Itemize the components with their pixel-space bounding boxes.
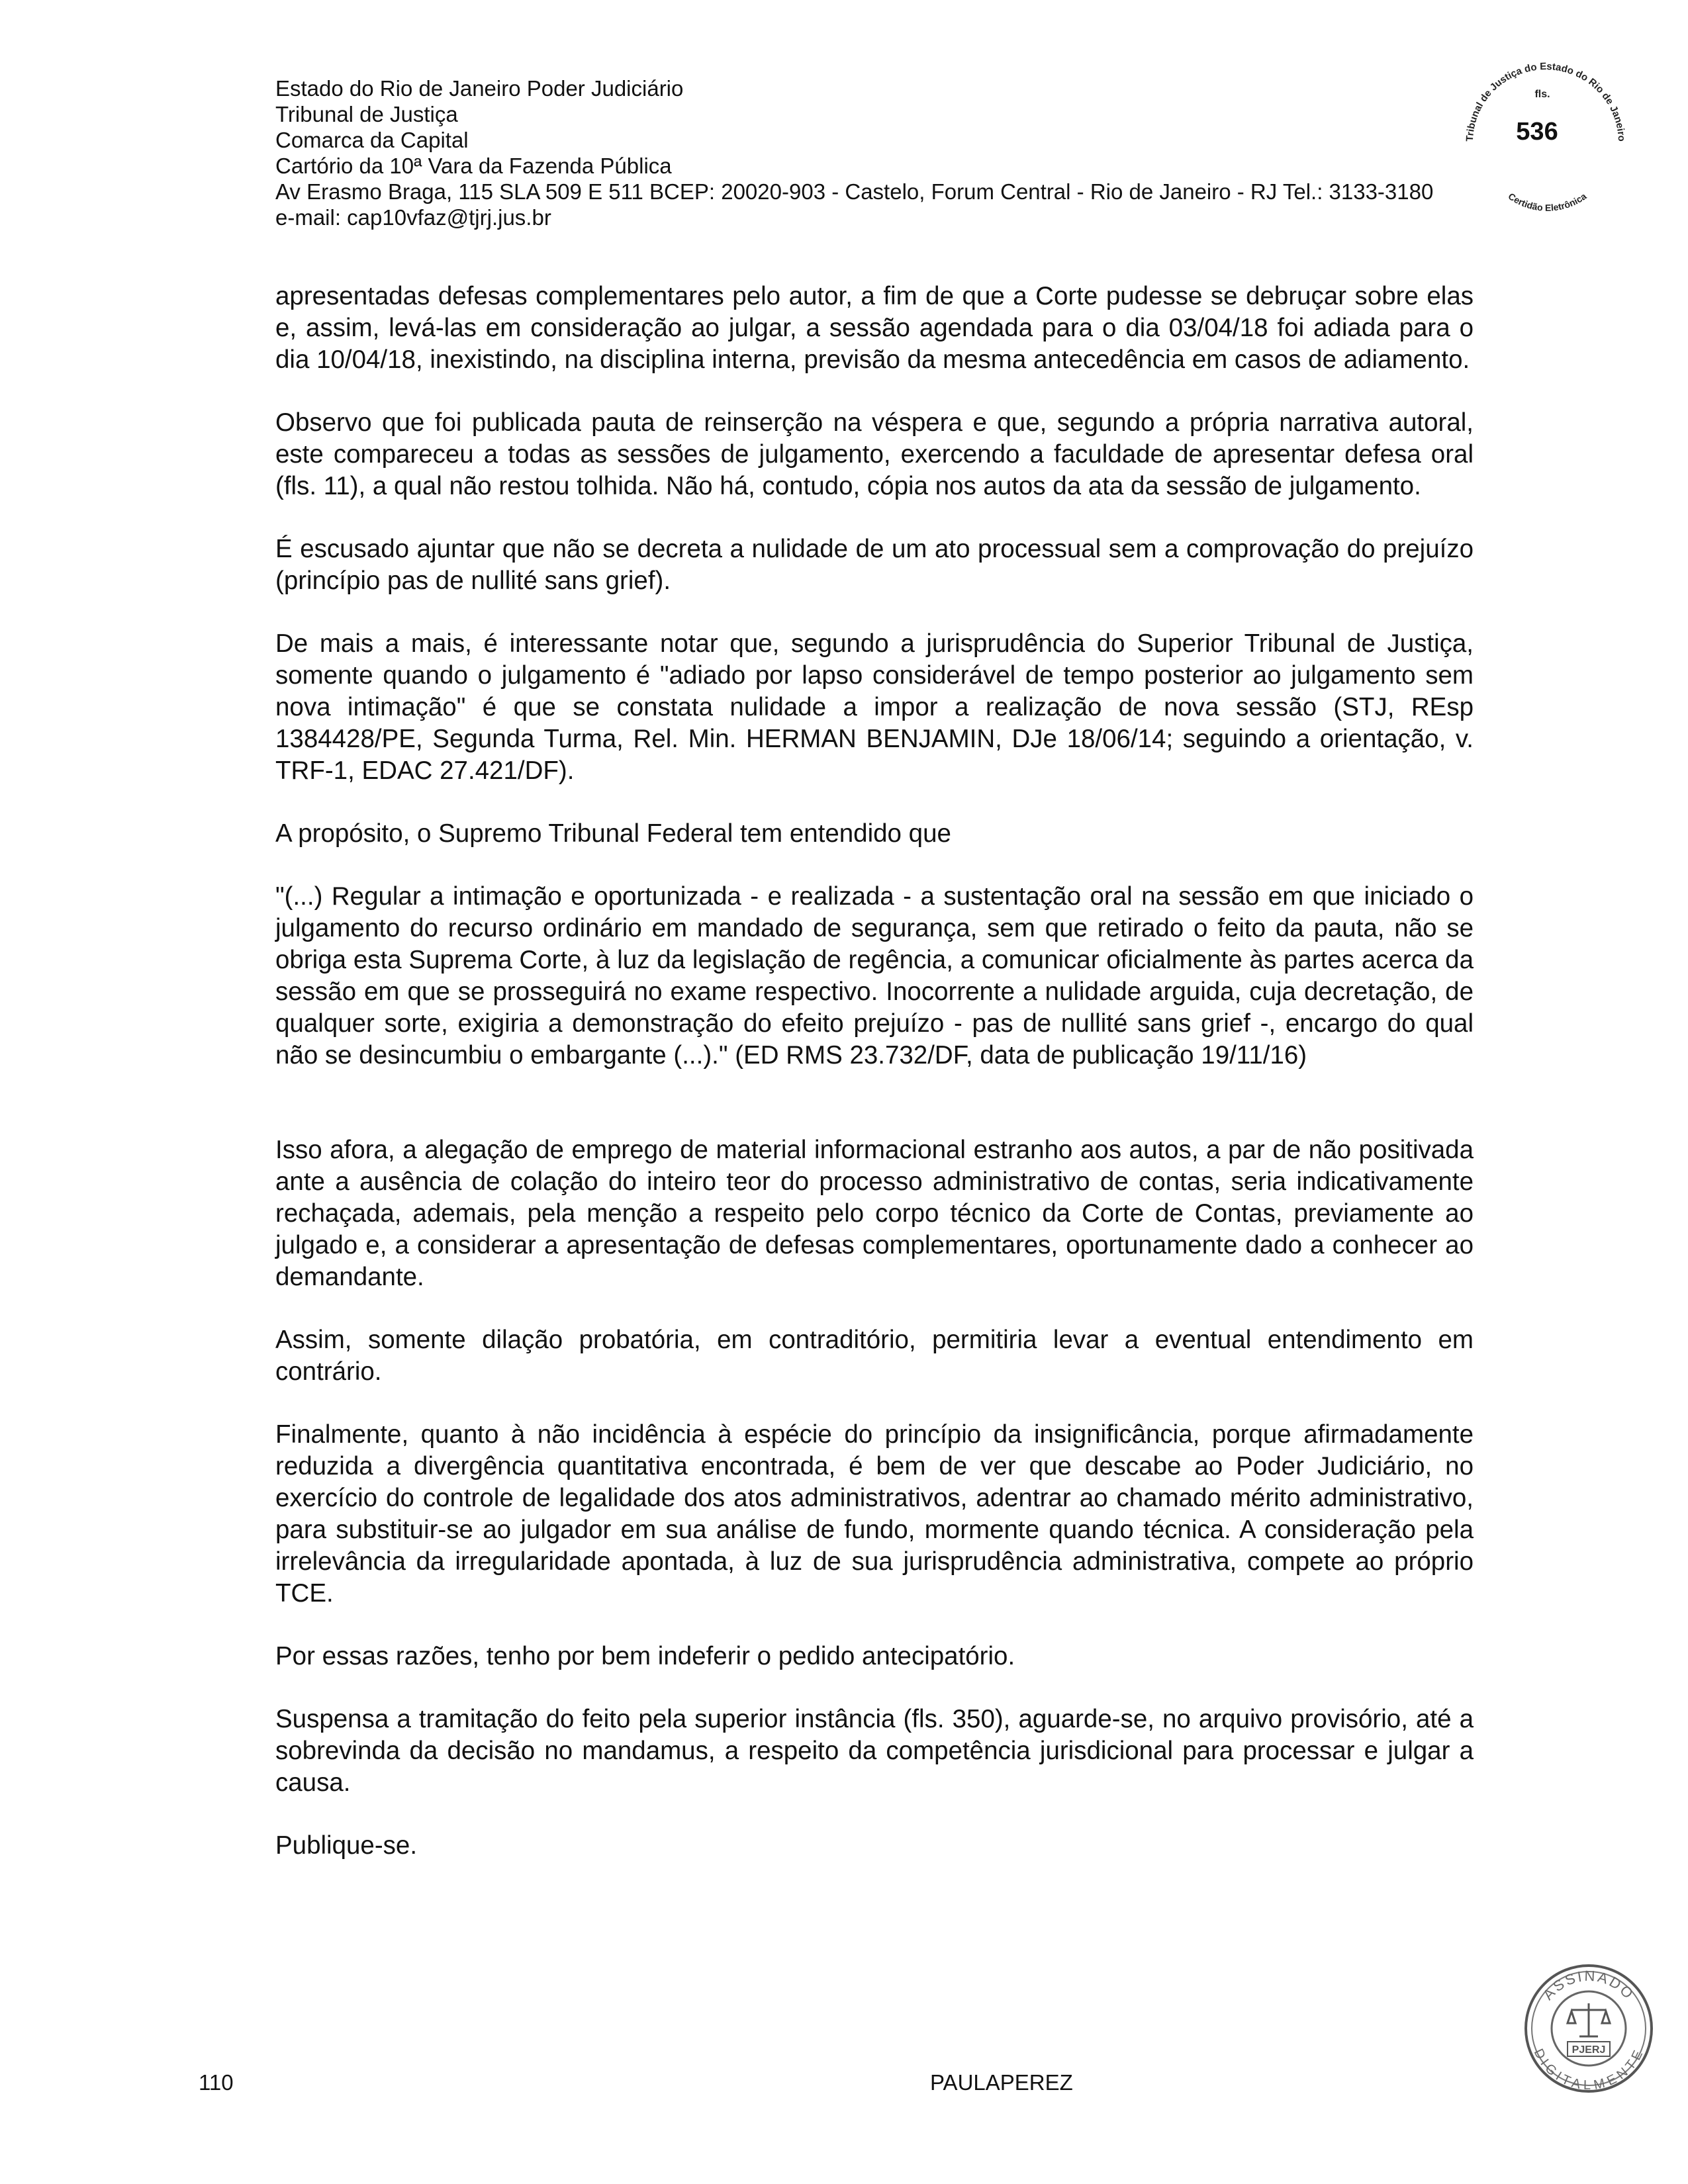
stamp-arc-bottom-text: DIGITALMENTE [1530, 2046, 1647, 2093]
svg-text:Certidão Eletrônica [1507, 191, 1589, 213]
body-paragraph: Finalmente, quanto à não incidência à espécie do princípio da insignificância, porque afirmadamente reduzida a divergência quantitativa encontrada, é bem de ver que descabe ao Poder Judiciário, no exercício do controle de legalidade dos atos administrativos, adentrar ao chamado mérito administrativo, para substituir-se ao julgador em sua análise de fundo, mormente quando técnica. A consideração pela irrelevância da irregularidade apontada, à luz de sua jurisprudência administrativa, compete ao próprio TCE. [275, 1420, 1474, 1608]
body-paragraph: A propósito, o Supremo Tribunal Federal tem entendido que [275, 819, 951, 848]
header-line-state: Estado do Rio de Janeiro Poder Judiciário [275, 76, 684, 101]
footer-page-code: 110 [199, 2070, 234, 2095]
stamp-graphic [1523, 1962, 1655, 2095]
body-paragraph: Suspensa a tramitação do feito pela superior instância (fls. 350), aguarde-se, no arquivo provisório, até a sobrevinda da decisão no mandamus, a respeito da competência jurisdicional para processar e julgar a causa. [275, 1705, 1474, 1797]
quoted-precedent: "(...) Regular a intimação e oportunizada - e realizada - a sustentação oral na sessão em que iniciado o julgamento do recurso ordinário em mandado de segurança, sem que retirado o feito da pauta, não se obriga esta Suprema Corte, à luz da legislação de regência, a comunicar oficialmente às partes acerca da sessão em que se prosseguirá no exame respectivo. Inocorrente a nulidade arguida, cuja decretação, de qualquer sorte, exigiria a demonstração do efeito prejuízo - pas de nullité sans grief -, encargo do qual não se desincumbiu o embargante (...)." (ED RMS 23.732/DF, data de publicação 19/11/16) [275, 882, 1474, 1069]
stamp-arc-top-text: ASSINADO [1539, 1967, 1638, 2003]
closing-line: Publique-se. [275, 1831, 418, 1860]
body-paragraph: apresentadas defesas complementares pelo autor, a fim de que a Corte pudesse se debruçar sobre elas e, assim, levá-las em consideração ao julgar, a sessão agendada para o dia 03/04/18 foi adiada para o dia 10/04/18, inexistindo, na disciplina interna, previsão da mesma antecedência em casos de adiamento. [275, 282, 1474, 374]
seal-arc-top-text: Tribunal de Justiça do Estado do Rio de Janeiro [1464, 60, 1628, 142]
header-line-district: Comarca da Capital [275, 128, 469, 152]
seal-fls-label: fls. [1534, 89, 1550, 100]
seal-graphic [1443, 33, 1642, 232]
body-paragraph: De mais a mais, é interessante notar que, segundo a jurisprudência do Superior Tribunal de Justiça, somente quando o julgamento é "adiado por lapso considerável de tempo posterior ao julgamento sem nova intimação" é que se constata nulidade a impor a realização de nova sessão (STJ, REsp 1384428/PE, Segunda Turma, Rel. Min. HERMAN BENJAMIN, DJe 18/06/14; seguindo a orientação, v. TRF-1, EDAC 27.421/DF). [275, 629, 1474, 785]
header-line-court: Tribunal de Justiça [275, 102, 458, 126]
stamp-emblem-text: PJERJ [1571, 2044, 1606, 2056]
body-paragraph: Observo que foi publicada pauta de reinserção na véspera e que, segundo a própria narrativa autoral, este compareceu a todas as sessões de julgamento, exercendo a faculdade de apresentar defesa oral (fls. 11), a qual não restou tolhida. Não há, contudo, cópia nos autos da ata da sessão de julgamento. [275, 408, 1474, 500]
body-paragraph: É escusado ajuntar que não se decreta a nulidade de um ato processual sem a comprovação do prejuízo (princípio pas de nullité sans grief). [275, 535, 1474, 595]
decision-paragraph: Por essas razões, tenho por bem indeferir o pedido antecipatório. [275, 1642, 1015, 1670]
body-paragraph: Assim, somente dilação probatória, em contraditório, permitiria levar a eventual entendimento em contrário. [275, 1326, 1474, 1386]
seal-page-number: 536 [1516, 118, 1558, 146]
header-line-email: e-mail: cap10vfaz@tjrj.jus.br [275, 205, 551, 230]
digital-signature-stamp [1523, 1962, 1655, 2095]
footer-signer-name: PAULAPEREZ [930, 2070, 1073, 2095]
header-line-address: Av Erasmo Braga, 115 SLA 509 E 511 BCEP: 20020-903 - Castelo, Forum Central - Rio de Janeiro - RJ Tel.: 3133-3180 [275, 179, 1434, 204]
body-paragraph: Isso afora, a alegação de emprego de material informacional estranho aos autos, a par de não positivada ante a ausência de colação do inteiro teor do processo administrativo de contas, seria indicativamente rechaçada, ademais, pela menção a respeito pelo corpo técnico da Corte de Contas, previamente ao julgado e, a considerar a apresentação de defesas complementares, oportunamente dado a conhecer ao demandante. [275, 1136, 1474, 1291]
document-body [275, 281, 1474, 1893]
seal-arc-bottom-text: Certidão Eletrônica [1506, 191, 1589, 213]
header-line-office: Cartório da 10ª Vara da Fazenda Pública [275, 154, 672, 178]
court-page-seal [1443, 33, 1642, 232]
document-header [275, 75, 1467, 230]
